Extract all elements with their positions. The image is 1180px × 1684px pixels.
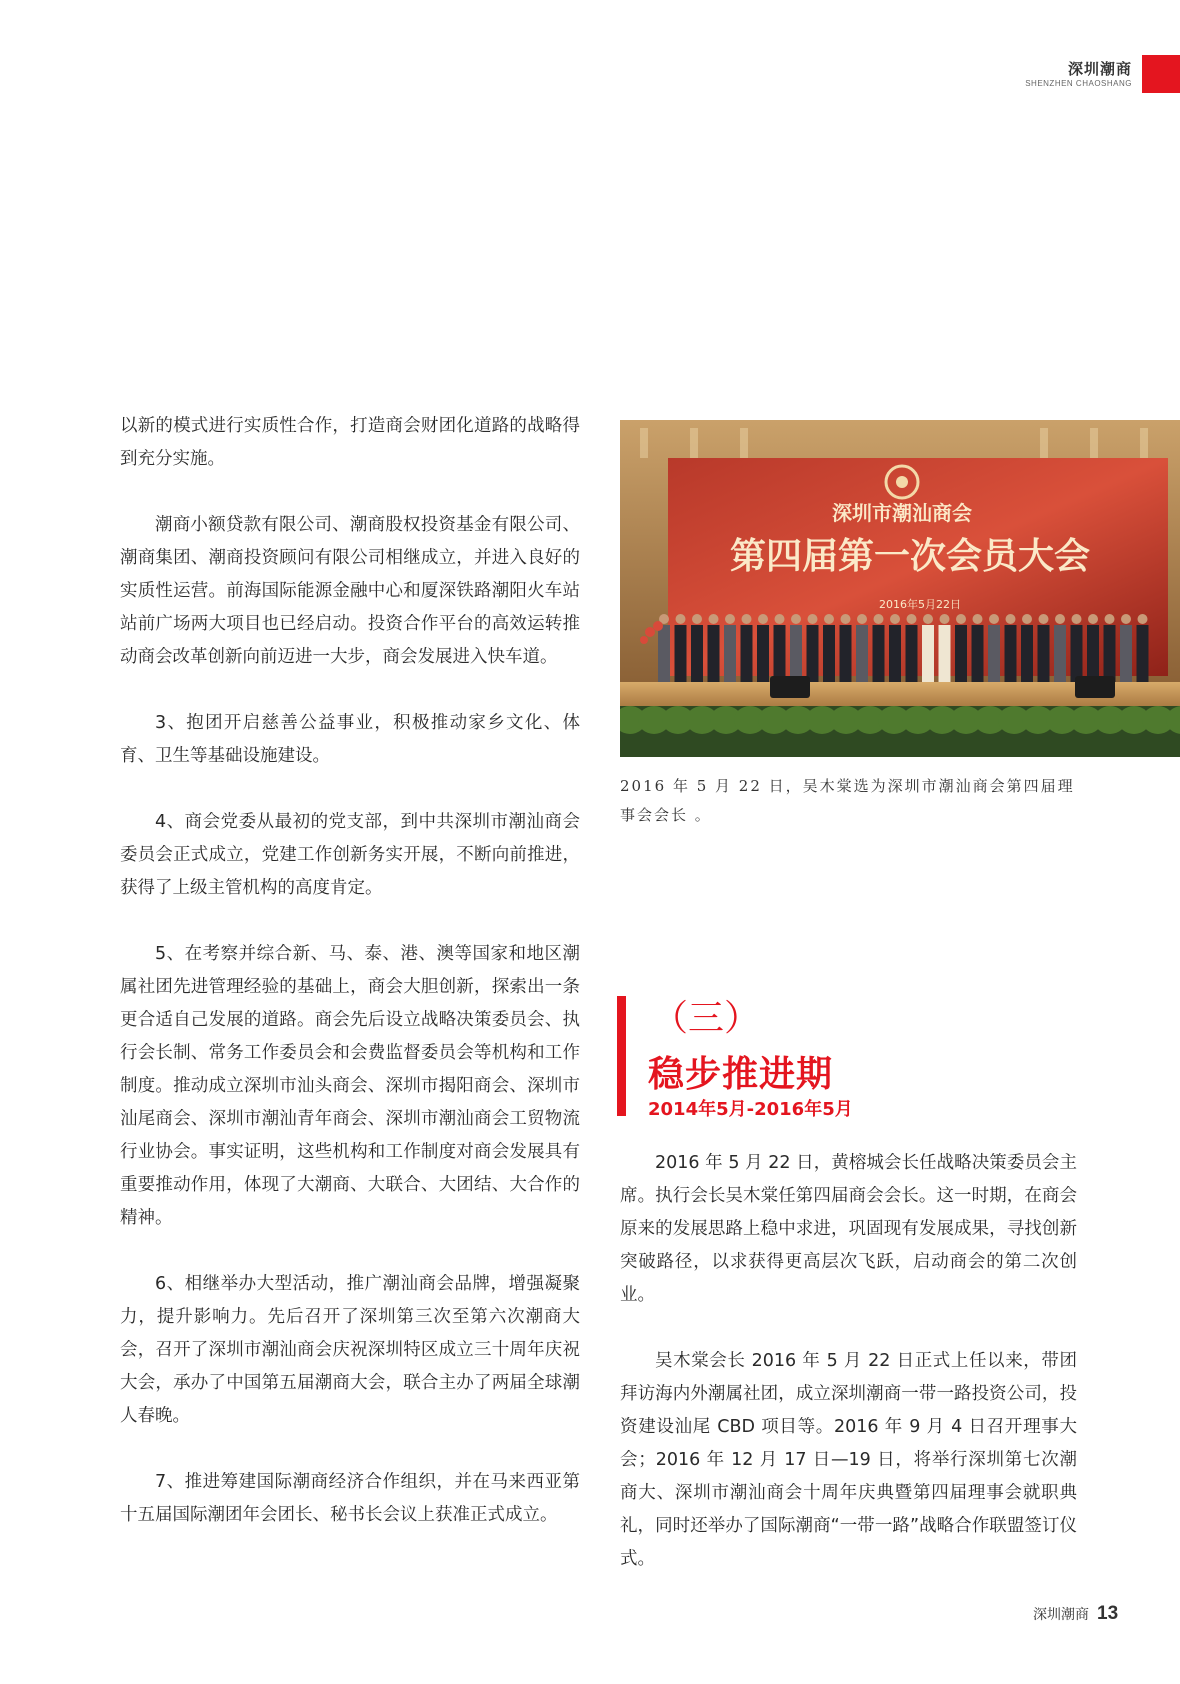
person-head xyxy=(1105,614,1115,624)
person-silhouette xyxy=(675,625,687,682)
person-silhouette xyxy=(807,625,819,682)
person-silhouette xyxy=(691,625,703,682)
page-header xyxy=(920,55,1180,95)
person-silhouette xyxy=(774,625,786,682)
person-head xyxy=(841,614,851,624)
person-silhouette xyxy=(1120,625,1132,682)
person-head xyxy=(1006,614,1016,624)
person-head xyxy=(973,614,983,624)
person-silhouette xyxy=(708,625,720,682)
person-head xyxy=(1039,614,1049,624)
person-head xyxy=(907,614,917,624)
paragraph: 5、在考察并综合新、马、泰、港、澳等国家和地区潮属社团先进管理经验的基础上，商会大胆创新，探索出一条更合适自己发展的道路。商会先后设立战略决策委员会、执行会长制、常务工作委员会和会费监督委员会等机构和工作制度。推动成立深圳市汕头商会、深圳市揭阳商会、深圳市汕尾商会、深圳市潮汕青年商会、深圳市潮汕商会工贸物流行业协会。事实证明，这些机构和工作制度对商会发展具有重要推动作用，体现了大潮商、大联合、大团结、大合作的精神。 xyxy=(120,944,580,1228)
person-head xyxy=(956,614,966,624)
paragraph: 7、推进筹建国际潮商经济合作组织，并在马来西亚第十五届国际潮团年会团长、秘书长会议上获准正式成立。 xyxy=(120,1472,580,1525)
person-head xyxy=(1022,614,1032,624)
banner-line1: 深圳市潮汕商会 xyxy=(832,501,972,525)
person-head xyxy=(890,614,900,624)
person-head xyxy=(692,614,702,624)
person-head xyxy=(874,614,884,624)
magazine-name: 深圳潮商 xyxy=(1067,60,1132,78)
person-head xyxy=(742,614,752,624)
person-silhouette xyxy=(988,625,1000,682)
person-silhouette xyxy=(889,625,901,682)
person-silhouette xyxy=(922,625,934,682)
person-head xyxy=(709,614,719,624)
page-footer xyxy=(1033,1603,1118,1625)
person-head xyxy=(1088,614,1098,624)
page-number: 13 xyxy=(1097,1603,1119,1624)
person-head xyxy=(989,614,999,624)
header-red-block xyxy=(1142,55,1180,93)
banner-date: 2016年5月22日 xyxy=(879,598,961,611)
person-silhouette xyxy=(873,625,885,682)
banner-line2: 第四届第一次会员大会 xyxy=(729,536,1091,577)
person-head xyxy=(824,614,834,624)
person-silhouette xyxy=(741,625,753,682)
person-head xyxy=(775,614,785,624)
person-silhouette xyxy=(840,625,852,682)
paragraph: 2016 年 5 月 22 日，黄榕城会长任战略决策委员会主席。执行会长吴木棠任第四届商会会长。这一时期，在商会原来的发展思路上稳中求进，巩固现有发展成果，寻找创新突破路径，以求获得更高层次飞跃，启动商会的第二次创业。 xyxy=(620,1153,1077,1305)
person-silhouette xyxy=(823,625,835,682)
magazine-name-english: SHENZHEN CHAOSHANG xyxy=(1025,79,1132,88)
left-column xyxy=(120,410,580,1565)
person-head xyxy=(725,614,735,624)
paragraph: 4、商会党委从最初的党支部，到中共深圳市潮汕商会委员会正式成立，党建工作创新务实开展，不断向前推进，获得了上级主管机构的高度肯定。 xyxy=(120,812,580,898)
person-silhouette xyxy=(972,625,984,682)
person-silhouette xyxy=(724,625,736,682)
person-silhouette xyxy=(1054,625,1066,682)
person-head xyxy=(940,614,950,624)
person-silhouette xyxy=(1087,625,1099,682)
footer-magazine-name: 深圳潮商 xyxy=(1033,1607,1089,1623)
event-photo xyxy=(620,420,1180,757)
person-head xyxy=(676,614,686,624)
right-column xyxy=(620,1147,1077,1609)
person-silhouette xyxy=(1005,625,1017,682)
person-silhouette xyxy=(658,625,670,682)
person-head xyxy=(1121,614,1131,624)
person-silhouette xyxy=(1071,625,1083,682)
section-date-range: 2014年5月-2016年5月 xyxy=(648,1099,853,1120)
person-silhouette xyxy=(856,625,868,682)
person-silhouette xyxy=(1104,625,1116,682)
person-head xyxy=(923,614,933,624)
person-head xyxy=(1138,614,1148,624)
person-silhouette xyxy=(1021,625,1033,682)
paragraph: 潮商小额贷款有限公司、潮商股权投资基金有限公司、潮商集团、潮商投资顾问有限公司相继成立，并进入良好的实质性运营。前海国际能源金融中心和厦深铁路潮阳火车站站前广场两大项目也已经启动。投资合作平台的高效运转推动商会改革创新向前迈进一大步，商会发展进入快车道。 xyxy=(120,515,580,667)
person-silhouette xyxy=(790,625,802,682)
person-silhouette xyxy=(1137,625,1149,682)
person-silhouette xyxy=(955,625,967,682)
paragraph: 6、相继举办大型活动，推广潮汕商会品牌，增强凝聚力，提升影响力。先后召开了深圳第三次至第六次潮商大会，召开了深圳市潮汕商会庆祝深圳特区成立三十周年庆祝大会，承办了中国第五届潮商大会，联合主办了两届全球潮人春晚。 xyxy=(120,1274,580,1426)
paragraph: 3、抱团开启慈善公益事业，积极推动家乡文化、体育、卫生等基础设施建设。 xyxy=(120,713,580,766)
person-silhouette xyxy=(1038,625,1050,682)
person-head xyxy=(758,614,768,624)
person-silhouette xyxy=(757,625,769,682)
person-head xyxy=(808,614,818,624)
person-silhouette xyxy=(939,625,951,682)
person-head xyxy=(1055,614,1065,624)
section-title: 稳步推进期 xyxy=(648,1053,834,1095)
paragraph: 吴木棠会长 2016 年 5 月 22 日正式上任以来，带团拜访海内外潮属社团，成立深圳潮商一带一路投资公司，投资建设汕尾 CBD 项目等。2016 年 9 月 4 日召开理事大会；2016 年 12 月 17 日—19 日，将举行深圳第七次潮商大、深圳市潮汕商会十周年庆典暨第四届理事会就职典礼，同时还举办了国际潮商“一带一路”战略合作联盟签订仪式。 xyxy=(620,1351,1077,1569)
section-accent-bar xyxy=(617,996,626,1116)
section-number: （三） xyxy=(652,998,761,1039)
photo-caption: 2016 年 5 月 22 日，吴木棠选为深圳市潮汕商会第四届理事会会长 。 xyxy=(620,777,1075,824)
paragraph: 以新的模式进行实质性合作，打造商会财团化道路的战略得到充分实施。 xyxy=(120,416,580,469)
person-head xyxy=(791,614,801,624)
person-silhouette xyxy=(906,625,918,682)
person-head xyxy=(857,614,867,624)
person-head xyxy=(1072,614,1082,624)
